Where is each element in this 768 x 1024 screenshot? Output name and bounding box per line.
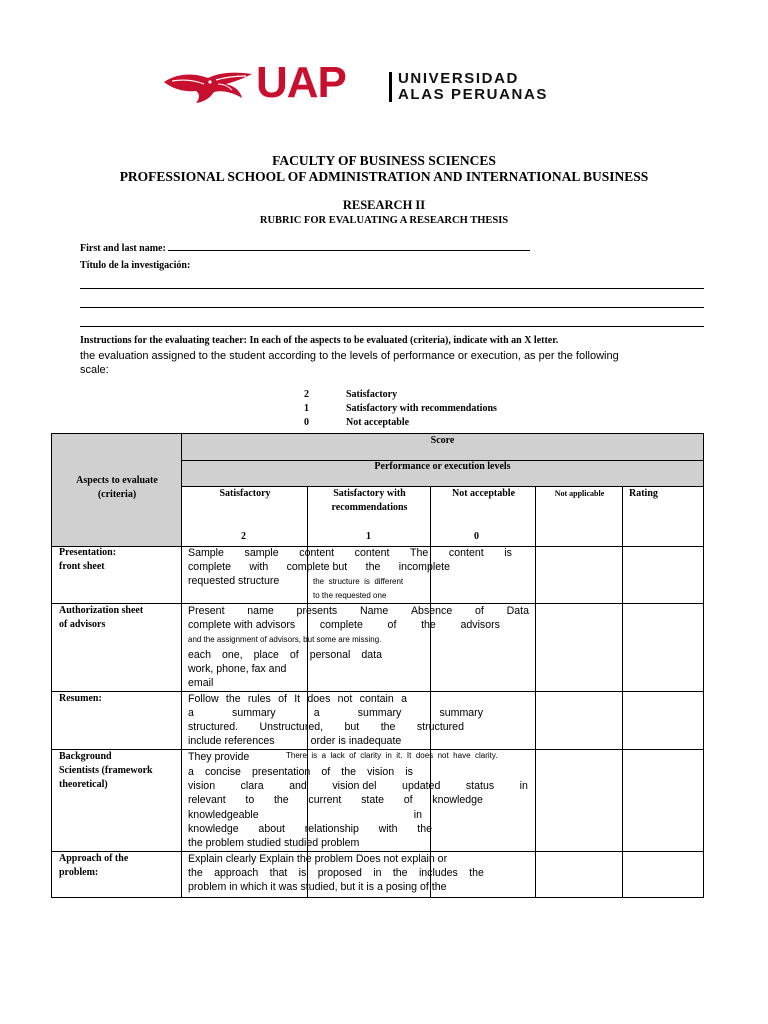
cell-word: to <box>245 794 255 806</box>
title-field-label: Título de la investigación: <box>80 260 191 271</box>
eagle-emblem-icon <box>162 70 254 104</box>
cell-word: summary <box>439 707 483 719</box>
cell-word: the <box>392 867 408 879</box>
cell-word: the <box>341 766 357 778</box>
cell-word: name <box>247 605 274 617</box>
scale-item: 0 Not acceptable <box>304 417 410 428</box>
cell-word: summary <box>232 707 276 719</box>
cell-word: clara <box>240 780 264 792</box>
cell-word: with <box>249 561 269 573</box>
cell-word: a <box>188 707 194 719</box>
col-divider <box>535 486 536 898</box>
cell-word: knowledge <box>432 794 483 806</box>
cell-word: contain <box>359 693 394 705</box>
cell-word: vision del <box>332 780 377 792</box>
cell-word: structured <box>416 721 464 733</box>
cell-word: complete with advisors <box>188 619 296 631</box>
cell-word: is <box>504 547 512 559</box>
background-text-line <box>188 779 528 793</box>
cell-word: complete <box>188 561 231 573</box>
cell-word: presentation <box>251 766 311 778</box>
cell-word: vision <box>367 766 395 778</box>
cell-word: sample <box>244 547 279 559</box>
col-satisfactory: Satisfactory <box>219 488 271 499</box>
cell-word: relationship <box>304 823 359 835</box>
cell-word: concise <box>204 766 241 778</box>
approach-text-line: Explain clearly Explain the problem Does not explain or <box>188 853 448 865</box>
cell-word: Follow <box>188 693 219 705</box>
cell-word: summary <box>357 707 402 719</box>
name-field[interactable] <box>80 241 530 254</box>
authorization-text-line: and the assignment of advisors, but some are missing. <box>188 635 382 644</box>
cell-word: knowledgeable <box>188 809 259 821</box>
level-number-1: 1 <box>366 531 371 542</box>
title-line-3[interactable] <box>80 326 704 327</box>
background-text-line: the problem studied studied problem <box>188 837 360 849</box>
background-text-line: There is a lack of clarity in it. It does not have clarity. <box>286 751 498 760</box>
cell-word: does <box>307 693 331 705</box>
logo-brand-letters: UAP <box>256 58 346 107</box>
aspects-header: Aspects to evaluate (criteria) <box>76 475 158 500</box>
cell-word: knowledge <box>188 823 239 835</box>
cell-word: It <box>294 693 301 705</box>
background-text-line <box>188 793 483 807</box>
name-field-line[interactable] <box>168 241 530 251</box>
cell-word: a <box>188 766 194 778</box>
course-heading: RESEARCH II <box>342 198 426 212</box>
cell-word: content <box>448 547 484 559</box>
cell-word: in <box>413 809 422 821</box>
row-label-authorization: Authorization sheet of advisors <box>59 605 144 630</box>
presentation-text-line: to the requested one <box>313 591 387 600</box>
resumen-text-line <box>188 706 483 720</box>
background-text-line <box>188 765 413 779</box>
cell-word: is <box>298 867 307 879</box>
cell-word: updated <box>402 780 441 792</box>
cell-word: of <box>387 619 397 631</box>
cell-word: Name <box>359 605 389 617</box>
background-text-line <box>188 808 422 822</box>
rubric-title: RUBRIC FOR EVALUATING A RESEARCH THESIS <box>259 215 509 226</box>
cell-word: includes <box>418 867 458 879</box>
title-line-1[interactable] <box>80 288 704 289</box>
cell-word: Present <box>188 605 225 617</box>
level-number-2: 2 <box>241 531 246 542</box>
cell-word: complete <box>319 619 363 631</box>
background-text-line: They provide <box>188 751 250 763</box>
authorization-text-line: email <box>188 677 214 689</box>
cell-word: advisors <box>460 619 500 631</box>
title-line-2[interactable] <box>80 307 704 308</box>
cell-word: place <box>253 649 279 661</box>
cell-word: the <box>417 823 432 835</box>
cell-word: Sample <box>188 547 224 559</box>
resumen-text-line <box>188 692 407 706</box>
instructions <box>80 333 644 378</box>
authorization-text-line <box>188 604 529 618</box>
cell-word: the <box>421 619 436 631</box>
level-number-0: 0 <box>474 531 479 542</box>
row-label-approach: Approach of the problem: <box>59 853 129 878</box>
cell-word: one, <box>221 649 243 661</box>
cell-word: of <box>289 649 299 661</box>
authorization-text-line <box>188 648 382 662</box>
cell-word: of <box>403 794 413 806</box>
authorization-text-line <box>188 618 500 632</box>
cell-word: of <box>474 605 484 617</box>
faculty-heading: FACULTY OF BUSINESS SCIENCES <box>272 153 496 168</box>
cell-word: each <box>188 649 211 661</box>
cell-word: in <box>373 867 382 879</box>
presentation-text-line: the structure is different <box>313 577 404 586</box>
presentation-text-line <box>188 546 512 560</box>
col-divider <box>622 486 623 898</box>
cell-word: complete but <box>286 561 348 573</box>
row-label-resumen: Resumen: <box>59 693 102 704</box>
col-satisfactory-with-recommendations: Satisfactory with recommendations <box>331 488 408 513</box>
cell-word: proposed <box>317 867 362 879</box>
cell-word: about <box>258 823 285 835</box>
authorization-text-line: work, phone, fax and <box>188 663 287 675</box>
cell-word: Absence <box>410 605 453 617</box>
cell-word: vision <box>188 780 216 792</box>
cell-word: The <box>410 547 429 559</box>
uap-logo <box>162 58 594 108</box>
cell-word: in <box>519 780 528 792</box>
row-label-presentation: Presentation: front sheet <box>59 547 117 572</box>
cell-word: relevant <box>188 794 226 806</box>
cell-word: content <box>299 547 335 559</box>
resumen-text-line <box>188 720 464 734</box>
cell-word: that <box>269 867 288 879</box>
cell-word: the <box>273 794 289 806</box>
cell-word: current <box>308 794 342 806</box>
cell-word: the <box>469 867 484 879</box>
cell-word: of <box>278 693 287 705</box>
resumen-text-line: include references order is inadequate <box>188 735 402 747</box>
instructions-bold: Instructions for the evaluating teacher: In each of the aspects to be evaluated (criteria), indicate with an X letter. <box>80 335 559 346</box>
scale-item: 2 Satisfactory <box>304 389 398 400</box>
cell-word: state <box>361 794 385 806</box>
cell-word: a <box>313 707 320 719</box>
cell-word: presents <box>296 605 338 617</box>
cell-word: Unstructured, <box>259 721 324 733</box>
cell-word: status <box>465 780 495 792</box>
cell-word: personal <box>309 649 351 661</box>
row-label-background: Background Scientists (framework theoretical) <box>59 751 153 790</box>
cell-word: but <box>344 721 360 733</box>
cell-word: with <box>378 823 398 835</box>
school-heading: PROFESSIONAL SCHOOL OF ADMINISTRATION AND INTERNATIONAL BUSINESS <box>119 169 649 184</box>
logo-university-name: UNIVERSIDAD ALAS PERUANAS <box>398 70 548 103</box>
cell-word: structured. <box>188 721 239 733</box>
logo-divider <box>389 72 392 102</box>
levels-header: Performance or execution levels <box>374 461 511 472</box>
score-header: Score <box>430 435 455 446</box>
cell-word: approach <box>214 867 259 879</box>
cell-word: Data <box>506 605 529 617</box>
instructions-line-2: the evaluation assigned to the student according to the levels of performance or execution, as per the following <box>80 349 619 362</box>
cell-word: not <box>337 693 353 705</box>
cell-word: data <box>361 649 382 661</box>
approach-text-line <box>188 866 484 880</box>
cell-word: the <box>188 867 203 879</box>
cell-word: of <box>321 766 331 778</box>
cell-word: the <box>365 561 381 573</box>
cell-word: a <box>401 693 407 705</box>
col-divider <box>181 433 182 898</box>
background-text-line <box>188 822 432 836</box>
scale-legend <box>300 388 497 430</box>
scale-item: 1 Satisfactory with recommendations <box>304 403 497 414</box>
cell-word: and <box>289 780 307 792</box>
cell-word: incomplete <box>398 561 450 573</box>
cell-word: the <box>225 693 241 705</box>
presentation-text-line: requested structure <box>188 575 280 587</box>
approach-text-line: problem in which it was studied, but it is a posing of the <box>188 881 447 893</box>
name-field-label: First and last name: <box>80 243 166 254</box>
cell-word: rules <box>247 693 271 705</box>
cell-word: is <box>405 766 413 778</box>
instructions-line-3: scale: <box>80 364 109 376</box>
presentation-text-line <box>188 560 450 574</box>
cell-word: the <box>380 721 396 733</box>
col-not-acceptable: Not acceptable <box>451 488 516 499</box>
cell-word: content <box>354 547 390 559</box>
col-rating: Rating <box>629 488 658 499</box>
col-not-applicable: Not applicable <box>554 489 605 498</box>
